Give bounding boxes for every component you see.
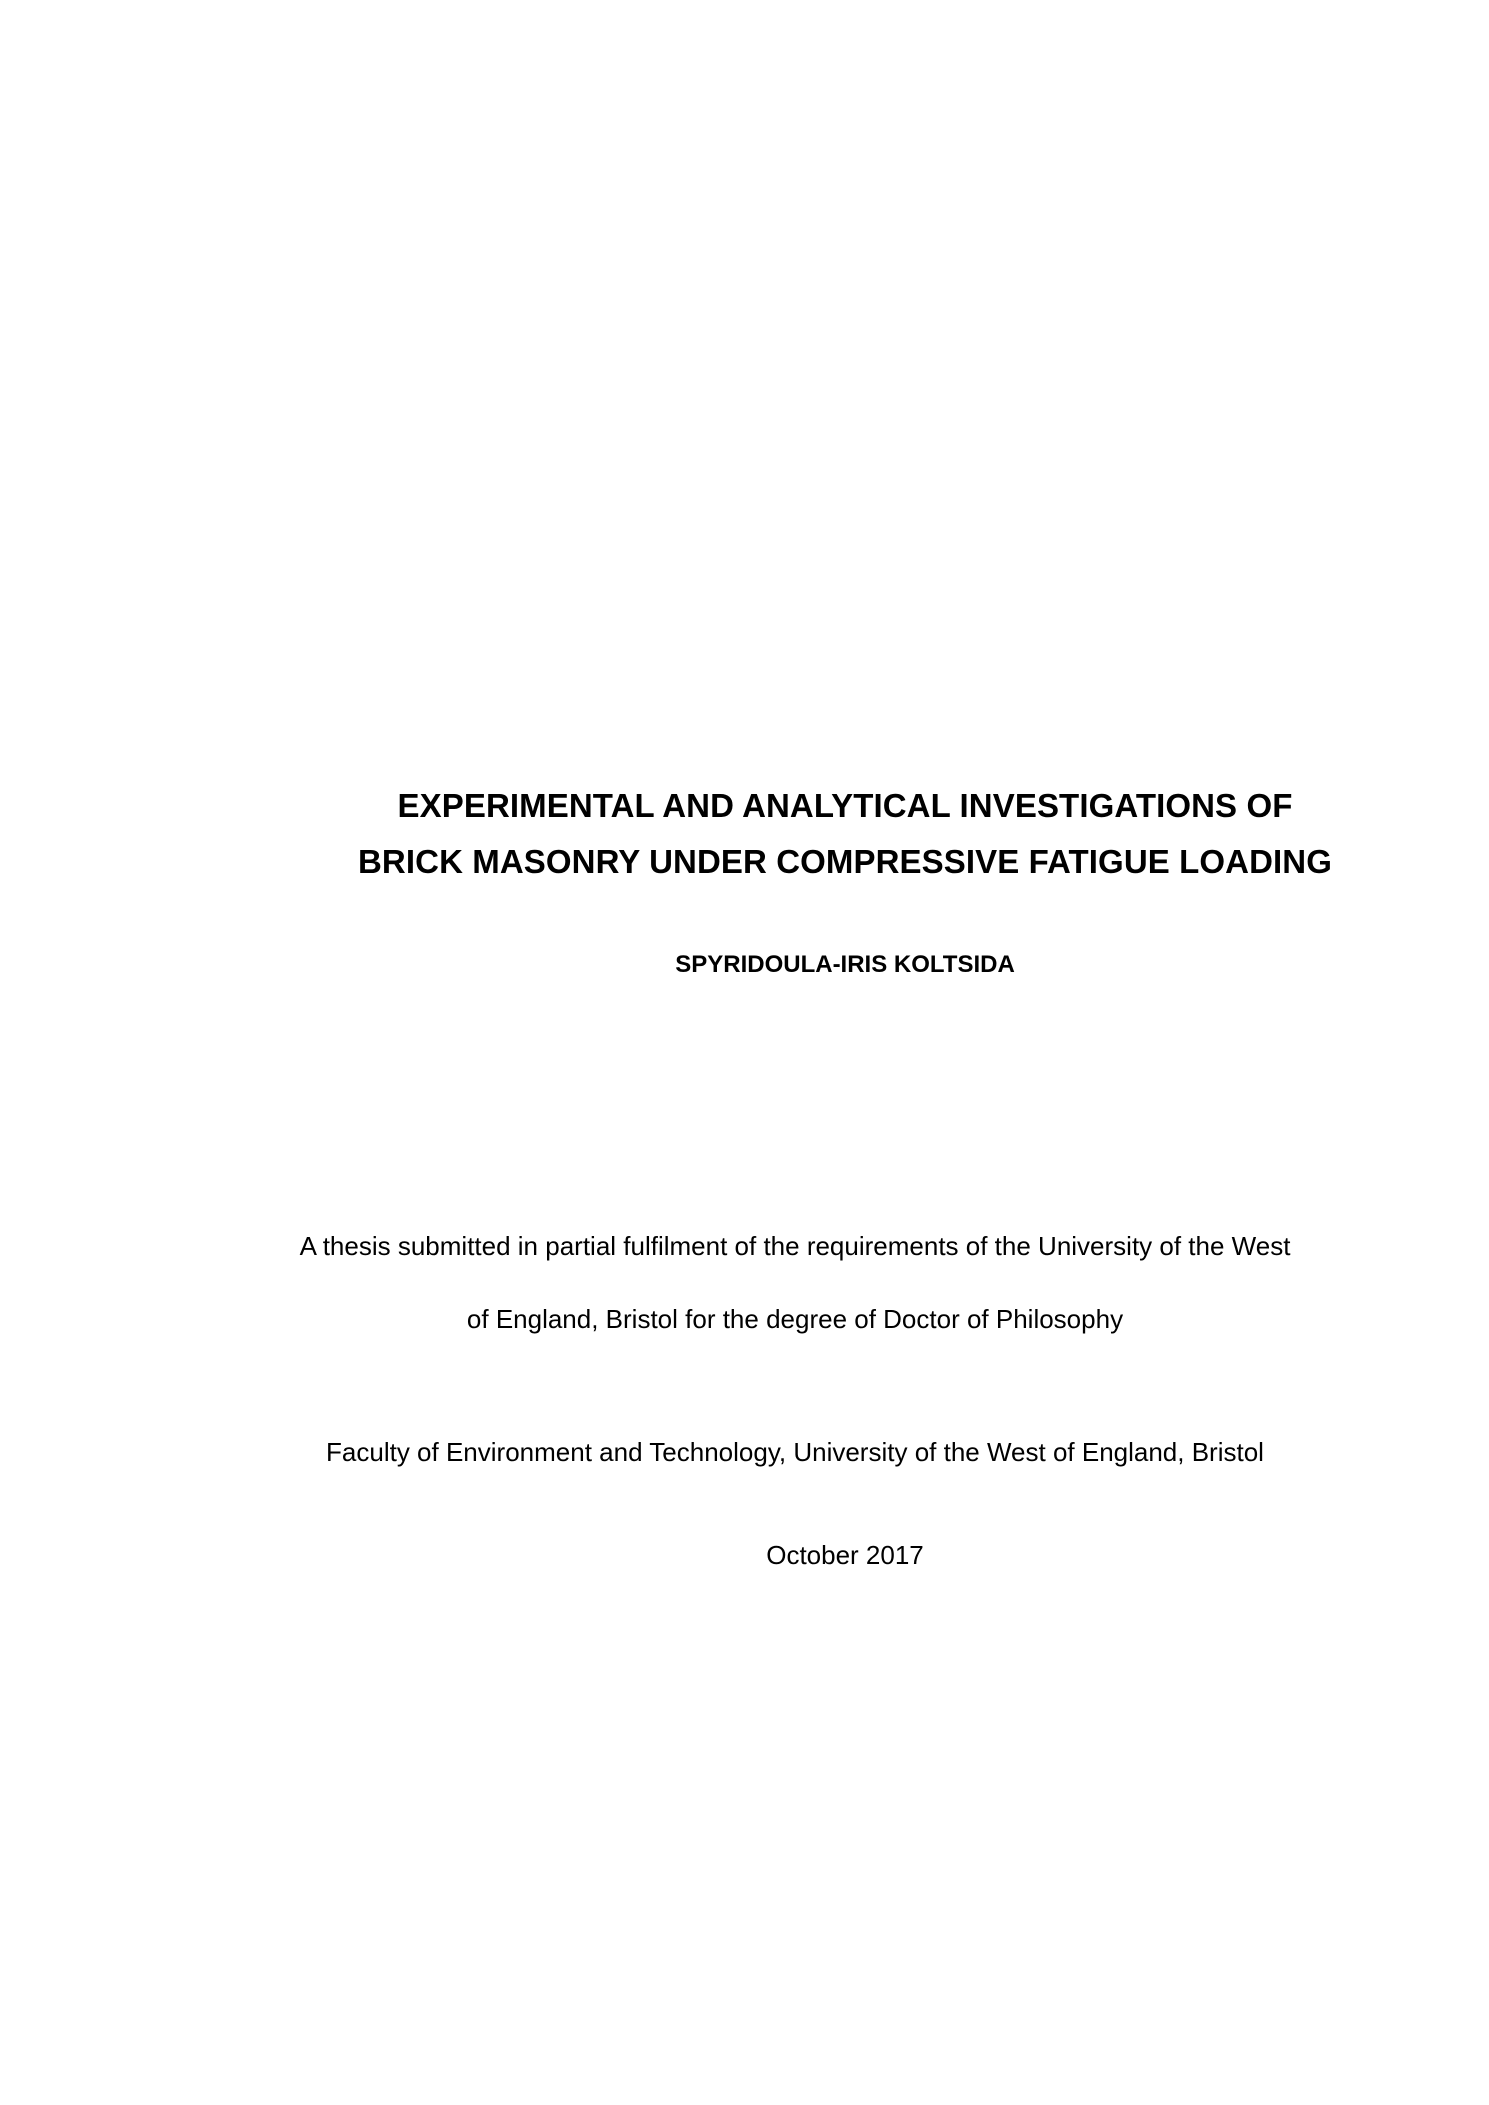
author-name: SPYRIDOULA-IRIS KOLTSIDA [675, 951, 1015, 978]
submission-date: October 2017 [766, 1540, 924, 1570]
degree-statement [200, 1210, 1390, 1356]
faculty-line: Faculty of Environment and Technology, University of the West of England, Bristol [326, 1437, 1264, 1467]
thesis-title [300, 778, 1390, 890]
thesis-title-line-2: BRICK MASONRY UNDER COMPRESSIVE FATIGUE LOADING [358, 843, 1332, 880]
degree-statement-line-2: of England, Bristol for the degree of Doctor of Philosophy [466, 1304, 1124, 1334]
degree-statement-line-1: A thesis submitted in partial fulfilment of the requirements of the University of the West [299, 1231, 1291, 1261]
thesis-title-line-1: EXPERIMENTAL AND ANALYTICAL INVESTIGATIONS OF [397, 787, 1293, 824]
